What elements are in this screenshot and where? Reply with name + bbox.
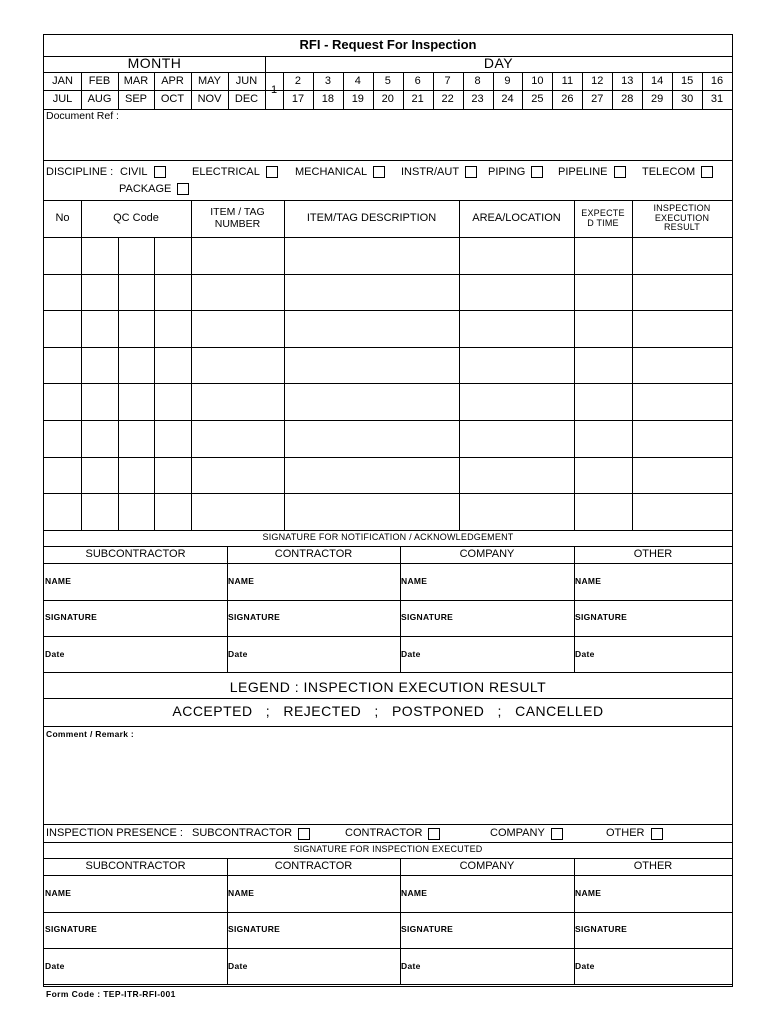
table-cell[interactable] xyxy=(574,274,632,311)
discipline-instr-aut-checkbox[interactable] xyxy=(465,166,477,178)
discipline-telecom-label: TELECOM xyxy=(642,165,696,178)
notification-signature-party-company: COMPANY xyxy=(459,548,515,561)
table-cell[interactable] xyxy=(284,457,459,494)
executed-signature-date-field[interactable]: Date xyxy=(575,960,595,971)
day-24[interactable]: 24 xyxy=(501,93,514,106)
day-16[interactable]: 16 xyxy=(710,74,724,87)
discipline-package-label: PACKAGE xyxy=(119,182,172,195)
executed-signature-signature-field[interactable]: SIGNATURE xyxy=(401,924,454,935)
discipline-mechanical-checkbox[interactable] xyxy=(373,166,385,178)
day-25[interactable]: 25 xyxy=(531,93,544,106)
day-26[interactable]: 26 xyxy=(561,93,574,106)
executed-signature-name-field[interactable]: NAME xyxy=(575,887,602,898)
discipline-piping[interactable] xyxy=(486,164,543,180)
day-17[interactable]: 17 xyxy=(291,93,305,106)
table-cell[interactable] xyxy=(44,493,81,530)
document-ref-field[interactable]: Document Ref : xyxy=(46,110,119,123)
month-oct[interactable]: OCT xyxy=(160,93,185,106)
presence-other-label: OTHER xyxy=(606,827,645,840)
col-header-expected-time: EXPECTE D TIME xyxy=(581,207,625,228)
presence-other-checkbox[interactable] xyxy=(651,828,663,840)
table-cell[interactable] xyxy=(574,457,632,494)
table-cell[interactable] xyxy=(191,274,284,311)
table-cell[interactable] xyxy=(154,274,191,311)
table-cell[interactable] xyxy=(154,457,191,494)
day-9[interactable]: 9 xyxy=(504,74,511,87)
table-cell[interactable] xyxy=(284,237,459,274)
day-18[interactable]: 18 xyxy=(321,93,334,106)
col-header-qc-code: QC Code xyxy=(113,212,159,225)
discipline-civil[interactable] xyxy=(118,164,166,180)
discipline-pipeline[interactable] xyxy=(556,164,626,180)
table-cell[interactable] xyxy=(574,310,632,347)
month-may[interactable]: MAY xyxy=(197,74,222,87)
table-cell[interactable] xyxy=(632,420,732,457)
table-cell[interactable] xyxy=(459,274,574,311)
table-cell[interactable] xyxy=(574,347,632,384)
table-cell[interactable] xyxy=(118,347,154,384)
discipline-electrical-checkbox[interactable] xyxy=(266,166,278,178)
month-nov[interactable]: NOV xyxy=(197,93,222,106)
table-cell[interactable] xyxy=(118,310,154,347)
executed-signature-title: SIGNATURE FOR INSPECTION EXECUTED xyxy=(293,844,483,855)
discipline-mechanical-label: MECHANICAL xyxy=(295,165,368,178)
col-header-inspection-result: INSPECTION EXECUTION RESULT xyxy=(653,202,711,233)
table-cell[interactable] xyxy=(632,457,732,494)
notification-signature-party-subcontractor: SUBCONTRACTOR xyxy=(85,548,186,561)
table-cell[interactable] xyxy=(284,310,459,347)
table-cell[interactable] xyxy=(191,237,284,274)
discipline-mechanical[interactable] xyxy=(293,164,385,180)
day-29[interactable]: 29 xyxy=(651,93,664,106)
day-header: DAY xyxy=(483,55,514,72)
table-cell[interactable] xyxy=(459,457,574,494)
executed-signature-party-company: COMPANY xyxy=(459,860,515,873)
grid-line xyxy=(44,672,732,673)
day-31[interactable]: 31 xyxy=(710,93,724,106)
day-1[interactable]: 1 xyxy=(270,84,278,97)
legend-values: ACCEPTED ; REJECTED ; POSTPONED ; CANCELLED xyxy=(172,703,604,720)
month-header: MONTH xyxy=(127,55,182,72)
table-cell[interactable] xyxy=(154,493,191,530)
day-6[interactable]: 6 xyxy=(414,74,421,87)
table-cell[interactable] xyxy=(81,274,118,311)
day-2[interactable]: 2 xyxy=(294,74,302,87)
day-21[interactable]: 21 xyxy=(411,93,424,106)
executed-signature-party-subcontractor: SUBCONTRACTOR xyxy=(85,860,186,873)
table-cell[interactable] xyxy=(44,310,81,347)
table-cell[interactable] xyxy=(81,493,118,530)
presence-subcontractor[interactable] xyxy=(190,825,310,842)
table-cell[interactable] xyxy=(632,274,732,311)
day-23[interactable]: 23 xyxy=(471,93,484,106)
discipline-electrical-label: ELECTRICAL xyxy=(192,165,260,178)
notification-signature-name-field[interactable]: NAME xyxy=(401,575,428,586)
presence-company-checkbox[interactable] xyxy=(551,828,563,840)
table-cell[interactable] xyxy=(284,383,459,420)
notification-signature-name-field[interactable]: NAME xyxy=(575,575,602,586)
discipline-telecom[interactable] xyxy=(640,164,713,180)
table-cell[interactable] xyxy=(191,310,284,347)
table-cell[interactable] xyxy=(81,237,118,274)
discipline-instr-aut-label: INSTR/AUT xyxy=(401,165,460,178)
table-cell[interactable] xyxy=(118,420,154,457)
table-cell[interactable] xyxy=(44,383,81,420)
grid-line xyxy=(44,726,732,727)
col-header-item-tag-number: ITEM / TAG NUMBER xyxy=(210,205,265,230)
form-code: Form Code : TEP-ITR-RFI-001 xyxy=(46,989,176,999)
table-cell[interactable] xyxy=(284,274,459,311)
table-cell[interactable] xyxy=(632,347,732,384)
discipline-package-checkbox[interactable] xyxy=(177,183,189,195)
month-dec[interactable]: DEC xyxy=(234,93,259,106)
notification-signature-name-field[interactable]: NAME xyxy=(45,575,72,586)
presence-label: INSPECTION PRESENCE : xyxy=(46,827,183,840)
presence-company[interactable] xyxy=(488,825,563,842)
presence-contractor[interactable] xyxy=(343,825,440,842)
notification-signature-party-other: OTHER xyxy=(633,548,673,561)
table-cell[interactable] xyxy=(191,347,284,384)
executed-signature-name-field[interactable]: NAME xyxy=(45,887,72,898)
day-27[interactable]: 27 xyxy=(591,93,604,106)
month-sep[interactable]: SEP xyxy=(124,93,147,106)
day-8[interactable]: 8 xyxy=(474,74,481,87)
table-cell[interactable] xyxy=(154,383,191,420)
table-cell[interactable] xyxy=(632,383,732,420)
table-cell[interactable] xyxy=(81,347,118,384)
table-cell[interactable] xyxy=(191,383,284,420)
day-4[interactable]: 4 xyxy=(354,74,361,87)
table-cell[interactable] xyxy=(284,493,459,530)
table-cell[interactable] xyxy=(284,420,459,457)
table-cell[interactable] xyxy=(632,310,732,347)
notification-signature-date-field[interactable]: Date xyxy=(575,648,595,659)
table-cell[interactable] xyxy=(459,347,574,384)
grid-line xyxy=(44,160,732,161)
notification-signature-date-field[interactable]: Date xyxy=(401,648,421,659)
table-cell[interactable] xyxy=(459,237,574,274)
presence-other[interactable] xyxy=(604,825,663,842)
day-5[interactable]: 5 xyxy=(384,74,391,87)
table-cell[interactable] xyxy=(118,457,154,494)
col-header-no: No xyxy=(55,212,70,225)
col-header-item-tag-description: ITEM/TAG DESCRIPTION xyxy=(306,212,437,225)
day-20[interactable]: 20 xyxy=(381,93,394,106)
month-mar[interactable]: MAR xyxy=(123,74,149,87)
table-cell[interactable] xyxy=(81,420,118,457)
table-cell[interactable] xyxy=(574,493,632,530)
executed-signature-date-field[interactable]: Date xyxy=(401,960,421,971)
table-cell[interactable] xyxy=(118,237,154,274)
table-cell[interactable] xyxy=(191,493,284,530)
form-title: RFI - Request For Inspection xyxy=(299,37,477,53)
executed-signature-signature-field[interactable]: SIGNATURE xyxy=(45,924,98,935)
table-cell[interactable] xyxy=(191,420,284,457)
day-7[interactable]: 7 xyxy=(444,74,451,87)
executed-signature-party-other: OTHER xyxy=(633,860,673,873)
table-cell[interactable] xyxy=(632,237,732,274)
table-cell[interactable] xyxy=(574,383,632,420)
discipline-civil-label: CIVIL xyxy=(120,165,148,178)
day-28[interactable]: 28 xyxy=(621,93,634,106)
day-11[interactable]: 11 xyxy=(561,74,574,87)
executed-signature-name-field[interactable]: NAME xyxy=(401,887,428,898)
executed-signature-date-field[interactable]: Date xyxy=(45,960,65,971)
notification-signature-name-field[interactable]: NAME xyxy=(228,575,255,586)
table-cell[interactable] xyxy=(459,493,574,530)
table-cell[interactable] xyxy=(574,237,632,274)
notification-signature-signature-field[interactable]: SIGNATURE xyxy=(228,612,281,623)
table-cell[interactable] xyxy=(81,310,118,347)
table-cell[interactable] xyxy=(81,457,118,494)
table-cell[interactable] xyxy=(118,274,154,311)
table-cell[interactable] xyxy=(191,457,284,494)
day-19[interactable]: 19 xyxy=(351,93,364,106)
month-apr[interactable]: APR xyxy=(161,74,184,87)
month-jun[interactable]: JUN xyxy=(235,74,258,87)
grid-line xyxy=(44,984,732,985)
table-cell[interactable] xyxy=(154,347,191,384)
table-cell[interactable] xyxy=(44,420,81,457)
table-cell[interactable] xyxy=(459,383,574,420)
presence-company-label: COMPANY xyxy=(490,827,545,840)
discipline-piping-checkbox[interactable] xyxy=(531,166,543,178)
presence-subcontractor-label: SUBCONTRACTOR xyxy=(192,827,293,840)
table-cell[interactable] xyxy=(154,237,191,274)
table-cell[interactable] xyxy=(154,310,191,347)
table-cell[interactable] xyxy=(574,420,632,457)
executed-signature-party-contractor: CONTRACTOR xyxy=(274,860,353,873)
col-header-area-location: AREA/LOCATION xyxy=(472,212,561,225)
executed-signature-signature-field[interactable]: SIGNATURE xyxy=(228,924,281,935)
day-10[interactable]: 10 xyxy=(531,74,544,87)
day-3[interactable]: 3 xyxy=(324,74,331,87)
presence-subcontractor-checkbox[interactable] xyxy=(298,828,310,840)
executed-signature-date-field[interactable]: Date xyxy=(228,960,248,971)
month-aug[interactable]: AUG xyxy=(87,93,112,106)
comment-remark-field[interactable]: Comment / Remark : xyxy=(46,729,135,739)
notification-signature-signature-field[interactable]: SIGNATURE xyxy=(575,612,628,623)
discipline-civil-checkbox[interactable] xyxy=(154,166,166,178)
table-cell[interactable] xyxy=(44,457,81,494)
table-cell[interactable] xyxy=(118,383,154,420)
discipline-telecom-checkbox[interactable] xyxy=(701,166,713,178)
month-jan[interactable]: JAN xyxy=(52,74,73,87)
presence-contractor-checkbox[interactable] xyxy=(428,828,440,840)
table-cell[interactable] xyxy=(284,347,459,384)
legend-title: LEGEND : INSPECTION EXECUTION RESULT xyxy=(229,679,547,696)
discipline-piping-label: PIPING xyxy=(488,165,526,178)
table-cell[interactable] xyxy=(459,420,574,457)
notification-signature-date-field[interactable]: Date xyxy=(45,648,65,659)
discipline-instr-aut[interactable] xyxy=(399,164,477,180)
discipline-pipeline-label: PIPELINE xyxy=(558,165,608,178)
notification-signature-signature-field[interactable]: SIGNATURE xyxy=(45,612,98,623)
day-22[interactable]: 22 xyxy=(441,93,454,106)
day-13[interactable]: 13 xyxy=(621,74,634,87)
discipline-pipeline-checkbox[interactable] xyxy=(614,166,626,178)
day-14[interactable]: 14 xyxy=(651,74,664,87)
table-cell[interactable] xyxy=(44,237,81,274)
day-30[interactable]: 30 xyxy=(680,93,694,106)
day-15[interactable]: 15 xyxy=(680,74,694,87)
notification-signature-title: SIGNATURE FOR NOTIFICATION / ACKNOWLEDGEMENT xyxy=(262,532,514,543)
table-cell[interactable] xyxy=(459,310,574,347)
table-cell[interactable] xyxy=(44,347,81,384)
table-cell[interactable] xyxy=(44,274,81,311)
notification-signature-signature-field[interactable]: SIGNATURE xyxy=(401,612,454,623)
month-feb[interactable]: FEB xyxy=(88,74,111,87)
discipline-package[interactable] xyxy=(117,181,189,197)
table-cell[interactable] xyxy=(154,420,191,457)
table-cell[interactable] xyxy=(632,493,732,530)
discipline-label: DISCIPLINE : xyxy=(46,165,114,178)
month-jul[interactable]: JUL xyxy=(52,93,73,106)
notification-signature-party-contractor: CONTRACTOR xyxy=(274,548,353,561)
discipline-electrical[interactable] xyxy=(190,164,278,180)
executed-signature-signature-field[interactable]: SIGNATURE xyxy=(575,924,628,935)
rfi-form xyxy=(43,34,733,987)
table-cell[interactable] xyxy=(81,383,118,420)
day-12[interactable]: 12 xyxy=(591,74,604,87)
notification-signature-date-field[interactable]: Date xyxy=(228,648,248,659)
presence-contractor-label: CONTRACTOR xyxy=(345,827,423,840)
table-cell[interactable] xyxy=(118,493,154,530)
executed-signature-name-field[interactable]: NAME xyxy=(228,887,255,898)
